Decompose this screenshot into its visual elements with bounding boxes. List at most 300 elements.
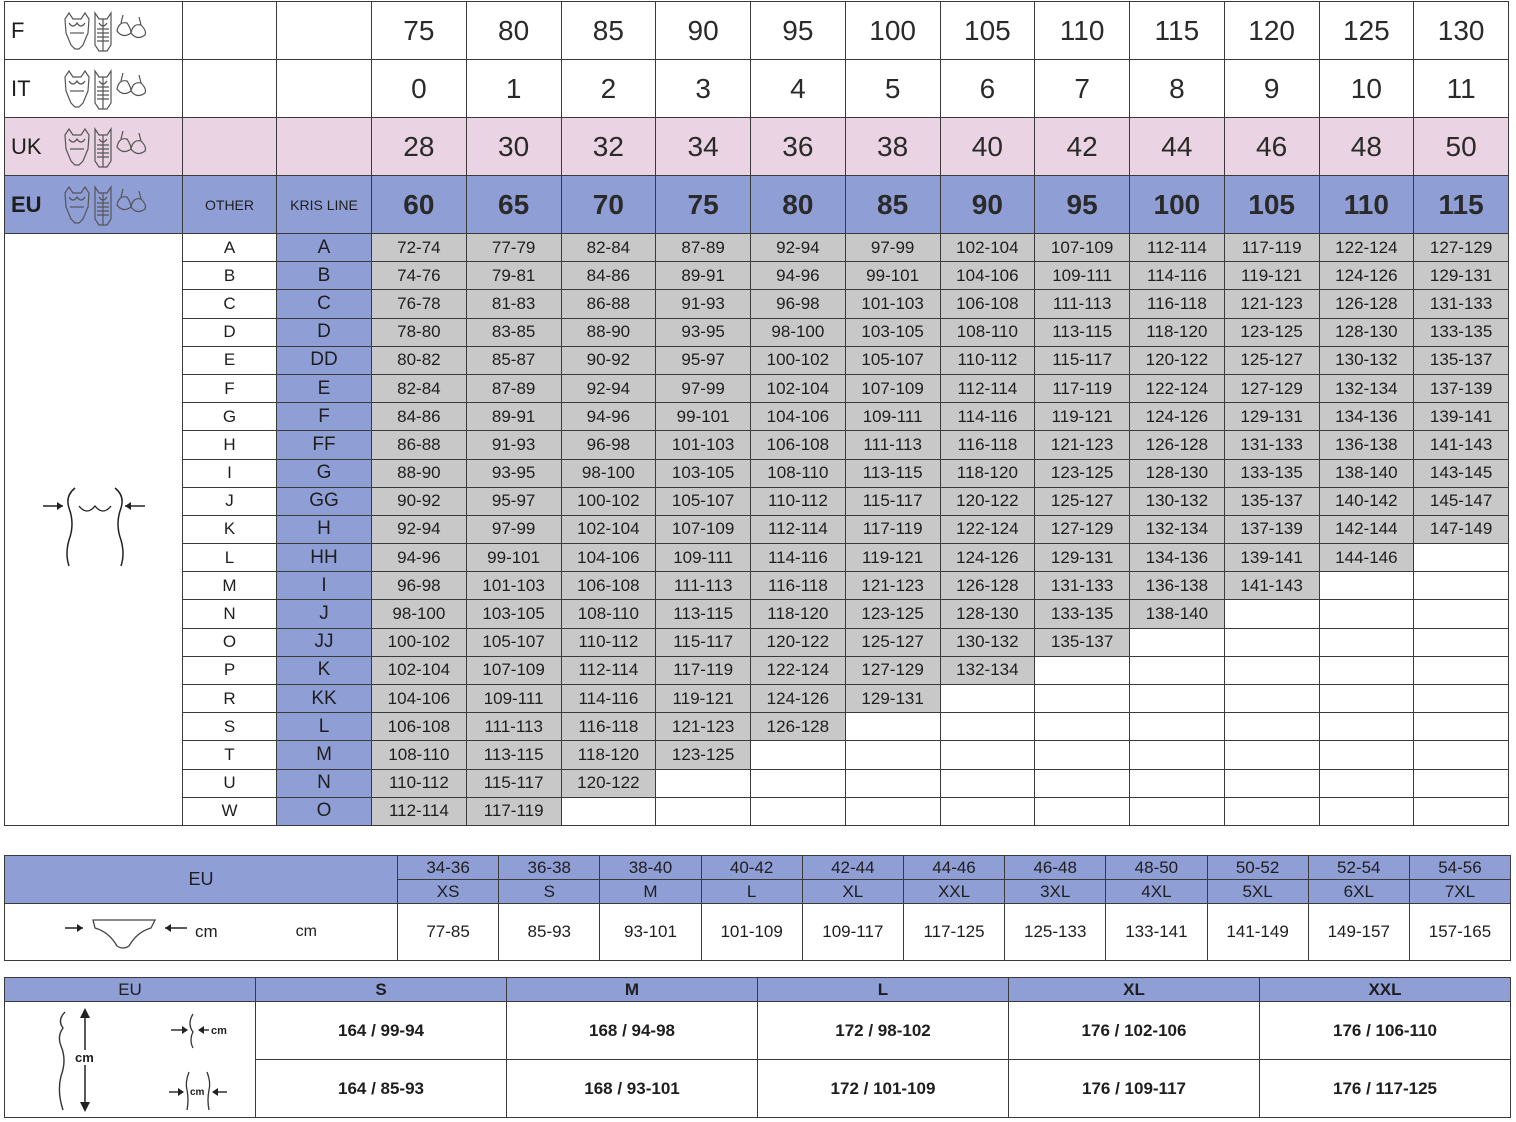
bust-measure-cell: 76-78 xyxy=(372,290,467,318)
bust-measure-cell: 132-134 xyxy=(1130,515,1225,543)
size-system-label: F xyxy=(11,17,25,43)
bust-measure-cell: 117-119 xyxy=(845,515,940,543)
bust-measure-cell: 119-121 xyxy=(656,685,751,713)
bust-measure-cell xyxy=(1224,797,1319,825)
shape-height-hip-cell: 172 / 101-109 xyxy=(758,1060,1009,1118)
bust-measure-cell: 90-92 xyxy=(372,487,467,515)
bust-measure-cell: 105-107 xyxy=(656,487,751,515)
brief-letter-cell: 5XL xyxy=(1207,880,1308,904)
brief-letter-cell: S xyxy=(499,880,600,904)
bust-measure-cell: 87-89 xyxy=(466,374,561,402)
bust-measure-cell xyxy=(1130,741,1225,769)
band-size-cell: 8 xyxy=(1130,60,1225,118)
bust-measure-cell: 110-112 xyxy=(372,769,467,797)
bust-measure-cell: 101-103 xyxy=(466,572,561,600)
band-size-cell: 3 xyxy=(656,60,751,118)
bust-measure-cell: 101-103 xyxy=(656,431,751,459)
garment-silhouettes-icon xyxy=(61,125,151,169)
bust-measure-cell: 98-100 xyxy=(561,459,656,487)
brief-letter-cell: 7XL xyxy=(1409,880,1510,904)
bust-measure-cell: 123-125 xyxy=(1224,318,1319,346)
bust-measure-cell: 106-108 xyxy=(561,572,656,600)
bust-measure-cell xyxy=(1130,797,1225,825)
bust-measure-cell: 121-123 xyxy=(1035,431,1130,459)
shape-height-hip-cell: 176 / 117-125 xyxy=(1260,1060,1511,1118)
bust-measure-cell: 84-86 xyxy=(561,262,656,290)
brief-size-cell: 42-44 xyxy=(802,856,903,880)
cup-other-cell: A xyxy=(183,234,277,262)
bust-measure-cell: 91-93 xyxy=(656,290,751,318)
bust-measure-cell: 97-99 xyxy=(845,234,940,262)
cup-kris-line-cell: C xyxy=(277,290,372,318)
bust-measure-cell xyxy=(751,797,846,825)
bust-measure-cell: 79-81 xyxy=(466,262,561,290)
bust-measure-cell xyxy=(751,741,846,769)
bust-measure-cell: 103-105 xyxy=(656,459,751,487)
garment-silhouettes-icon xyxy=(61,67,151,111)
bust-measure-cell xyxy=(1414,628,1509,656)
bust-measure-cell: 100-102 xyxy=(372,628,467,656)
band-size-cell: 90 xyxy=(940,176,1035,234)
bust-measure-cell: 97-99 xyxy=(656,374,751,402)
shapewear-size-table xyxy=(4,977,1511,1118)
band-size-cell: 95 xyxy=(751,2,846,60)
band-size-cell: 75 xyxy=(656,176,751,234)
bust-measure-cell xyxy=(1224,741,1319,769)
bust-measure-cell: 99-101 xyxy=(656,403,751,431)
band-size-cell: 42 xyxy=(1035,118,1130,176)
bust-measure-cell: 108-110 xyxy=(940,318,1035,346)
brief-size-cell: 50-52 xyxy=(1207,856,1308,880)
table-row xyxy=(5,459,1509,487)
bust-measure-cell: 126-128 xyxy=(1319,290,1414,318)
brief-size-cell: 36-38 xyxy=(499,856,600,880)
brief-hip-cell: 141-149 xyxy=(1207,904,1308,961)
band-size-cell: 120 xyxy=(1224,2,1319,60)
table-row xyxy=(5,290,1509,318)
cup-other-cell: P xyxy=(183,656,277,684)
band-size-cell: 5 xyxy=(845,60,940,118)
band-size-cell: 90 xyxy=(656,2,751,60)
bust-measure-cell: 104-106 xyxy=(940,262,1035,290)
bust-measure-cell: 74-76 xyxy=(372,262,467,290)
bust-measure-cell xyxy=(1224,656,1319,684)
bust-measure-cell: 117-119 xyxy=(656,656,751,684)
kris-line-header xyxy=(277,2,372,60)
bust-measure-cell: 135-137 xyxy=(1224,487,1319,515)
bust-measure-cell: 127-129 xyxy=(845,656,940,684)
bust-measure-cell xyxy=(1130,713,1225,741)
garment-silhouettes-icon xyxy=(61,9,151,53)
bust-measure-cell: 128-130 xyxy=(1130,459,1225,487)
cup-kris-line-cell: M xyxy=(277,741,372,769)
bust-measure-cell: 105-107 xyxy=(466,628,561,656)
size-system-label: EU xyxy=(11,191,42,217)
cup-kris-line-cell: L xyxy=(277,713,372,741)
bust-measure-cell: 80-82 xyxy=(372,346,467,374)
bust-measure-cell xyxy=(1319,713,1414,741)
band-size-cell: 34 xyxy=(656,118,751,176)
bust-measure-cell: 118-120 xyxy=(561,741,656,769)
brief-letter-cell: M xyxy=(600,880,701,904)
cup-other-cell: K xyxy=(183,515,277,543)
cup-other-cell: J xyxy=(183,487,277,515)
bust-measure-cell xyxy=(1319,572,1414,600)
cup-other-cell: L xyxy=(183,544,277,572)
cup-kris-line-cell: JJ xyxy=(277,628,372,656)
band-size-cell: 50 xyxy=(1414,118,1509,176)
bust-measure-cell: 127-129 xyxy=(1035,515,1130,543)
band-size-cell: 0 xyxy=(372,60,467,118)
bust-measure-cell: 132-134 xyxy=(1319,374,1414,402)
bust-measure-cell: 110-112 xyxy=(561,628,656,656)
bust-measure-cell: 126-128 xyxy=(940,572,1035,600)
band-size-cell: 2 xyxy=(561,60,656,118)
band-size-cell: 80 xyxy=(466,2,561,60)
brief-hip-cell: 85-93 xyxy=(499,904,600,961)
brief-letter-cell: L xyxy=(701,880,802,904)
bust-measure-cell: 96-98 xyxy=(561,431,656,459)
bust-measure-cell: 143-145 xyxy=(1414,459,1509,487)
shape-size-header: S xyxy=(256,978,507,1002)
table-row xyxy=(5,515,1509,543)
band-size-cell: 38 xyxy=(845,118,940,176)
table-row xyxy=(5,318,1509,346)
bust-measure-cell: 136-138 xyxy=(1319,431,1414,459)
table-row xyxy=(5,346,1509,374)
bust-measure-cell: 139-141 xyxy=(1224,544,1319,572)
shape-size-header: M xyxy=(507,978,758,1002)
bust-measure-cell xyxy=(1224,628,1319,656)
band-size-cell: 130 xyxy=(1414,2,1509,60)
cup-other-cell: W xyxy=(183,797,277,825)
shape-size-header: XXL xyxy=(1260,978,1511,1002)
brief-measure-cell xyxy=(5,904,398,961)
shape-height-waist-cell: 176 / 106-110 xyxy=(1260,1002,1511,1060)
brief-hip-cell: 157-165 xyxy=(1409,904,1510,961)
band-size-cell: 85 xyxy=(561,2,656,60)
bust-measure-cell xyxy=(845,713,940,741)
cup-kris-line-cell: D xyxy=(277,318,372,346)
shape-height-hip-cell: 164 / 85-93 xyxy=(256,1060,507,1118)
table-row xyxy=(5,572,1509,600)
bust-measure-cell: 96-98 xyxy=(751,290,846,318)
brief-letter-cell: XXL xyxy=(903,880,1004,904)
bust-measure-cell: 108-110 xyxy=(751,459,846,487)
size-system-cell xyxy=(5,176,183,234)
bust-measure-cell: 136-138 xyxy=(1130,572,1225,600)
cup-kris-line-cell: E xyxy=(277,374,372,402)
bust-measure-cell: 77-79 xyxy=(466,234,561,262)
table-row xyxy=(5,487,1509,515)
shape-height-hip-cell: 168 / 93-101 xyxy=(507,1060,758,1118)
bust-measure-cell: 112-114 xyxy=(561,656,656,684)
bust-measure-cell: 147-149 xyxy=(1414,515,1509,543)
band-size-cell: 36 xyxy=(751,118,846,176)
bust-measure-cell: 72-74 xyxy=(372,234,467,262)
bust-measure-cell: 114-116 xyxy=(1130,262,1225,290)
bust-measure-cell: 120-122 xyxy=(940,487,1035,515)
bust-measure-cell: 124-126 xyxy=(1319,262,1414,290)
band-size-cell: 10 xyxy=(1319,60,1414,118)
bust-measure-cell xyxy=(656,797,751,825)
kris-line-header: KRIS LINE xyxy=(277,176,372,234)
brief-letter-cell: XL xyxy=(802,880,903,904)
shape-icon-cell xyxy=(5,1002,256,1118)
bust-measure-cell: 91-93 xyxy=(466,431,561,459)
bust-measure-cell: 110-112 xyxy=(940,346,1035,374)
cup-other-cell: U xyxy=(183,769,277,797)
bust-measure-cell: 109-111 xyxy=(656,544,751,572)
cup-other-cell: M xyxy=(183,572,277,600)
waist-measurement-icon xyxy=(167,1010,239,1050)
bust-measure-cell xyxy=(1035,769,1130,797)
bust-measure-cell: 130-132 xyxy=(1130,487,1225,515)
bust-measure-cell: 114-116 xyxy=(940,403,1035,431)
bust-measure-cell xyxy=(1414,769,1509,797)
other-header xyxy=(183,60,277,118)
svg-text:cm: cm xyxy=(190,1087,205,1098)
bust-measure-cell: 113-115 xyxy=(656,600,751,628)
bust-measure-cell: 92-94 xyxy=(751,234,846,262)
cup-kris-line-cell: G xyxy=(277,459,372,487)
bust-measure-cell: 128-130 xyxy=(1319,318,1414,346)
bust-measurement-icon xyxy=(39,484,149,570)
height-unit: cm xyxy=(75,1050,94,1065)
band-size-cell: 32 xyxy=(561,118,656,176)
bust-measure-cell: 82-84 xyxy=(372,374,467,402)
cup-other-cell: C xyxy=(183,290,277,318)
cup-kris-line-cell: J xyxy=(277,600,372,628)
bust-measure-cell: 116-118 xyxy=(1130,290,1225,318)
bust-measure-cell: 117-119 xyxy=(1035,374,1130,402)
brief-size-table xyxy=(4,855,1511,961)
kris-line-header xyxy=(277,60,372,118)
bust-measure-cell: 141-143 xyxy=(1414,431,1509,459)
bust-measure-cell: 112-114 xyxy=(751,515,846,543)
bust-measure-cell: 122-124 xyxy=(1319,234,1414,262)
bust-measure-cell: 144-146 xyxy=(1319,544,1414,572)
bust-measure-cell: 138-140 xyxy=(1130,600,1225,628)
bust-measure-cell: 132-134 xyxy=(940,656,1035,684)
bust-measure-cell: 101-103 xyxy=(845,290,940,318)
bust-measure-cell: 95-97 xyxy=(656,346,751,374)
other-header xyxy=(183,2,277,60)
bust-measure-cell: 140-142 xyxy=(1319,487,1414,515)
bust-measure-cell xyxy=(1035,797,1130,825)
bust-measure-cell: 94-96 xyxy=(561,403,656,431)
bust-measure-cell: 127-129 xyxy=(1224,374,1319,402)
cup-other-cell: O xyxy=(183,628,277,656)
shape-size-header: XL xyxy=(1009,978,1260,1002)
bust-measure-cell: 98-100 xyxy=(372,600,467,628)
bust-measure-cell: 114-116 xyxy=(561,685,656,713)
bust-measure-cell: 104-106 xyxy=(372,685,467,713)
bust-measure-cell xyxy=(1224,600,1319,628)
other-header xyxy=(183,118,277,176)
bust-measure-cell: 92-94 xyxy=(561,374,656,402)
cup-kris-line-cell: A xyxy=(277,234,372,262)
cup-other-cell: F xyxy=(183,374,277,402)
band-size-cell: 65 xyxy=(466,176,561,234)
band-size-cell: 6 xyxy=(940,60,1035,118)
bust-measure-cell: 115-117 xyxy=(1035,346,1130,374)
band-size-cell: 125 xyxy=(1319,2,1414,60)
brief-hip-cell: 93-101 xyxy=(600,904,701,961)
bust-measure-cell: 86-88 xyxy=(561,290,656,318)
shape-size-header: L xyxy=(758,978,1009,1002)
brief-hip-cell: 77-85 xyxy=(398,904,499,961)
bust-measure-cell: 121-123 xyxy=(845,572,940,600)
band-size-cell: 110 xyxy=(1319,176,1414,234)
bust-measure-cell: 124-126 xyxy=(751,685,846,713)
bust-measure-cell: 118-120 xyxy=(751,600,846,628)
bust-measure-cell: 116-118 xyxy=(751,572,846,600)
bust-measure-cell: 108-110 xyxy=(561,600,656,628)
bust-measure-cell xyxy=(1130,656,1225,684)
bust-measure-cell: 104-106 xyxy=(751,403,846,431)
size-system-row xyxy=(5,2,1509,60)
hip-measurement-icon xyxy=(167,1068,239,1112)
bust-measure-cell xyxy=(845,741,940,769)
bust-measure-cell: 126-128 xyxy=(1130,431,1225,459)
bust-measure-cell: 125-127 xyxy=(1224,346,1319,374)
size-system-cell xyxy=(5,2,183,60)
table-row xyxy=(5,262,1509,290)
cup-kris-line-cell: B xyxy=(277,262,372,290)
bust-measure-cell: 134-136 xyxy=(1130,544,1225,572)
size-system-label: IT xyxy=(11,75,31,101)
bust-measure-cell: 135-137 xyxy=(1035,628,1130,656)
bust-measure-cell: 109-111 xyxy=(466,685,561,713)
cup-kris-line-cell: FF xyxy=(277,431,372,459)
bust-measure-cell: 123-125 xyxy=(845,600,940,628)
bust-measure-cell xyxy=(1319,769,1414,797)
band-size-cell: 1 xyxy=(466,60,561,118)
bust-measure-cell: 109-111 xyxy=(845,403,940,431)
table-row xyxy=(5,741,1509,769)
bust-measure-cell xyxy=(561,797,656,825)
band-size-cell: 46 xyxy=(1224,118,1319,176)
bust-measure-cell: 100-102 xyxy=(561,487,656,515)
band-size-cell: 115 xyxy=(1130,2,1225,60)
table-row xyxy=(5,431,1509,459)
cup-other-cell: H xyxy=(183,431,277,459)
band-size-cell: 44 xyxy=(1130,118,1225,176)
bust-measure-cell: 115-117 xyxy=(656,628,751,656)
bust-measure-cell: 122-124 xyxy=(940,515,1035,543)
brief-letter-cell: XS xyxy=(398,880,499,904)
bust-measure-cell: 90-92 xyxy=(561,346,656,374)
table-row xyxy=(5,600,1509,628)
table-row xyxy=(5,234,1509,262)
brief-size-cell: 38-40 xyxy=(600,856,701,880)
cup-other-cell: I xyxy=(183,459,277,487)
cup-other-cell: B xyxy=(183,262,277,290)
bust-measure-cell: 134-136 xyxy=(1319,403,1414,431)
cup-other-cell: D xyxy=(183,318,277,346)
bust-measure-cell: 130-132 xyxy=(940,628,1035,656)
cup-other-cell: S xyxy=(183,713,277,741)
bust-measure-cell: 107-109 xyxy=(466,656,561,684)
bust-measure-cell: 111-113 xyxy=(845,431,940,459)
band-size-cell: 28 xyxy=(372,118,467,176)
cup-kris-line-cell: N xyxy=(277,769,372,797)
bust-measure-cell: 106-108 xyxy=(940,290,1035,318)
bust-measure-cell: 103-105 xyxy=(466,600,561,628)
bust-measure-cell: 102-104 xyxy=(372,656,467,684)
bust-measure-cell: 119-121 xyxy=(1035,403,1130,431)
bust-measure-cell: 119-121 xyxy=(1224,262,1319,290)
bust-measure-cell: 85-87 xyxy=(466,346,561,374)
bust-measure-cell xyxy=(845,797,940,825)
band-size-cell: 85 xyxy=(845,176,940,234)
bust-measure-cell: 125-127 xyxy=(845,628,940,656)
bust-measure-cell: 108-110 xyxy=(372,741,467,769)
bust-measure-cell: 114-116 xyxy=(751,544,846,572)
bust-measure-cell: 94-96 xyxy=(372,544,467,572)
bust-measure-cell: 107-109 xyxy=(656,515,751,543)
size-system-row xyxy=(5,118,1509,176)
bust-measure-cell: 109-111 xyxy=(1035,262,1130,290)
bust-measure-cell: 96-98 xyxy=(372,572,467,600)
bust-measure-cell: 122-124 xyxy=(751,656,846,684)
band-size-cell: 70 xyxy=(561,176,656,234)
size-system-row xyxy=(5,176,1509,234)
bust-measure-cell xyxy=(940,713,1035,741)
bust-measure-cell: 106-108 xyxy=(751,431,846,459)
bust-measure-cell xyxy=(1414,572,1509,600)
bust-measure-cell xyxy=(1035,741,1130,769)
bust-measure-cell: 103-105 xyxy=(845,318,940,346)
band-size-cell: 105 xyxy=(940,2,1035,60)
bust-measure-cell xyxy=(1319,628,1414,656)
bust-measure-cell: 112-114 xyxy=(372,797,467,825)
bust-measure-cell: 141-143 xyxy=(1224,572,1319,600)
band-size-cell: 100 xyxy=(1130,176,1225,234)
brief-eu-label: EU xyxy=(5,856,398,904)
bust-measure-cell: 112-114 xyxy=(940,374,1035,402)
band-size-cell: 11 xyxy=(1414,60,1509,118)
bust-measure-cell: 120-122 xyxy=(751,628,846,656)
bust-measure-cell: 120-122 xyxy=(561,769,656,797)
bust-measure-cell: 93-95 xyxy=(656,318,751,346)
bust-measure-cell: 113-115 xyxy=(845,459,940,487)
bust-measure-cell: 111-113 xyxy=(1035,290,1130,318)
bust-measure-cell xyxy=(1035,713,1130,741)
bust-measure-cell: 126-128 xyxy=(751,713,846,741)
table-row xyxy=(5,685,1509,713)
bust-measure-cell: 116-118 xyxy=(561,713,656,741)
bust-measure-cell: 104-106 xyxy=(561,544,656,572)
shape-height-hip-cell: 176 / 109-117 xyxy=(1009,1060,1260,1118)
bust-measure-cell: 88-90 xyxy=(372,459,467,487)
bust-measure-cell: 117-119 xyxy=(466,797,561,825)
bust-measure-cell: 131-133 xyxy=(1035,572,1130,600)
band-size-cell: 30 xyxy=(466,118,561,176)
bust-measure-cell xyxy=(845,769,940,797)
shape-height-waist-cell: 164 / 99-94 xyxy=(256,1002,507,1060)
brief-unit-label: cm xyxy=(295,923,317,940)
bust-measure-cell: 129-131 xyxy=(1224,403,1319,431)
bust-measure-cell xyxy=(1319,685,1414,713)
brief-hip-cell: 109-117 xyxy=(802,904,903,961)
shape-eu-label: EU xyxy=(5,978,256,1002)
bust-measure-cell: 115-117 xyxy=(845,487,940,515)
cup-other-cell: R xyxy=(183,685,277,713)
band-size-cell: 40 xyxy=(940,118,1035,176)
shape-height-waist-cell: 176 / 102-106 xyxy=(1009,1002,1260,1060)
